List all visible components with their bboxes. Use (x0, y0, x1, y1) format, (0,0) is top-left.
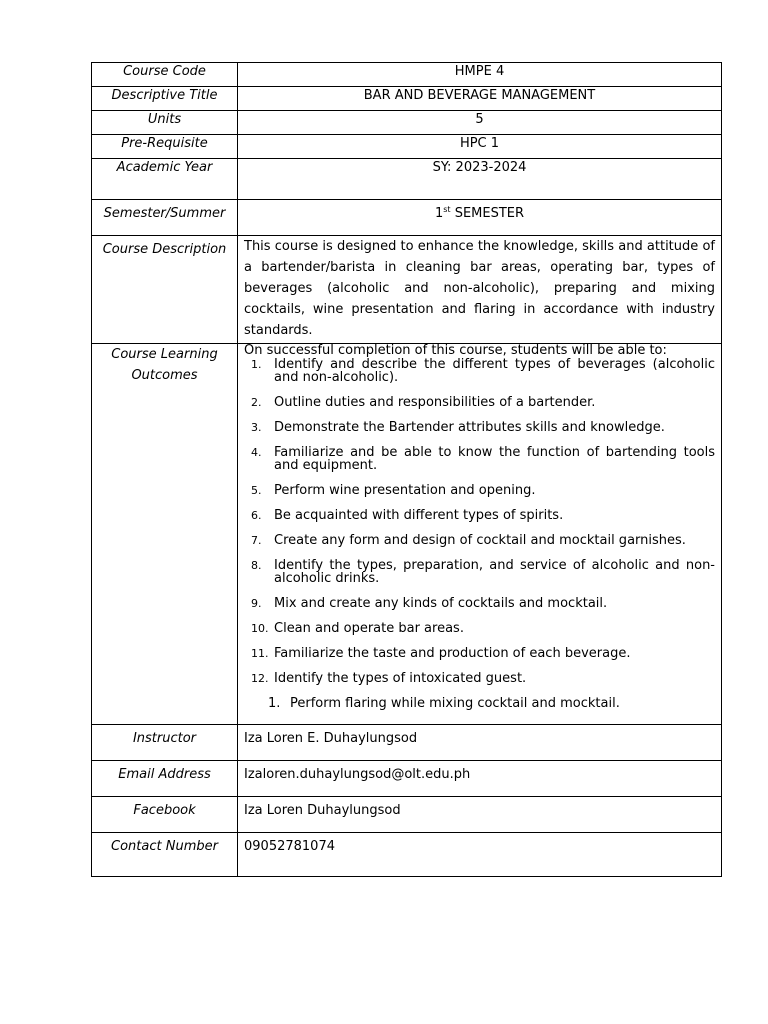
units-value: 5 (238, 111, 722, 135)
instructor-label: Instructor (92, 725, 238, 761)
semester-value (238, 200, 722, 236)
row-units (92, 111, 722, 135)
outcome-item (244, 509, 715, 522)
prerequisite-value: HPC 1 (238, 135, 722, 159)
outcome-text: Be acquainted with different types of spirits. (274, 508, 564, 523)
outcome-number: 2. (251, 396, 262, 409)
outcome-text: Demonstrate the Bartender attributes skills and knowledge. (274, 420, 665, 435)
contact-number-label: Contact Number (92, 833, 238, 877)
outcome-item (244, 446, 715, 472)
outcome-item (244, 358, 715, 384)
units-label: Units (92, 111, 238, 135)
outcome-number: 8. (251, 559, 262, 572)
outcome-number: 3. (251, 421, 262, 434)
academic-year-label: Academic Year (92, 159, 238, 200)
row-facebook (92, 797, 722, 833)
outcome-number: 10. (251, 622, 269, 635)
outcome-number: 6. (251, 509, 262, 522)
learning-outcomes-intro: On successful completion of this course, students will be able to: (244, 343, 667, 358)
outcome-text: Familiarize the taste and production of each beverage. (274, 646, 631, 661)
row-semester (92, 200, 722, 236)
course-description-value: This course is designed to enhance the knowledge, skills and attitude of a bartender/barista in cleaning bar areas, operating bar, types of beverages (alcoholic and non-alcoholic), preparing and mixing cocktails, wine presentation and flaring in accordance with industry standards. (238, 236, 722, 344)
row-email (92, 761, 722, 797)
outcome-number: 9. (251, 597, 262, 610)
semester-label: Semester/Summer (92, 200, 238, 236)
outcome-item (244, 672, 715, 685)
learning-outcomes-label: Course Learning Outcomes (92, 344, 238, 725)
descriptive-title-label: Descriptive Title (92, 87, 238, 111)
row-contact-number (92, 833, 722, 877)
row-course-description (92, 236, 722, 344)
row-prerequisite (92, 135, 722, 159)
learning-outcomes-list (244, 358, 715, 685)
row-academic-year (92, 159, 722, 200)
outcome-text: Create any form and design of cocktail and mocktail garnishes. (274, 533, 686, 548)
row-instructor (92, 725, 722, 761)
descriptive-title-value: BAR AND BEVERAGE MANAGEMENT (238, 87, 722, 111)
course-syllabus-table (91, 62, 722, 877)
outcome-text: Mix and create any kinds of cocktails and mocktail. (274, 596, 608, 611)
course-code-label: Course Code (92, 63, 238, 87)
row-descriptive-title (92, 87, 722, 111)
outcome-item (244, 534, 715, 547)
outcome-text: Perform flaring while mixing cocktail and mocktail. (290, 696, 620, 711)
outcome-number: 1. (268, 696, 281, 711)
outcome-item (244, 622, 715, 635)
outcome-text: Clean and operate bar areas. (274, 621, 464, 636)
outcome-item (244, 396, 715, 409)
learning-outcomes-cell (238, 344, 722, 725)
contact-number-value: 09052781074 (238, 833, 722, 877)
outcome-text: Identify the types of intoxicated guest. (274, 671, 527, 686)
outcome-item (244, 421, 715, 434)
email-value[interactable]: Izaloren.duhaylungsod@olt.edu.ph (238, 761, 722, 797)
facebook-label: Facebook (92, 797, 238, 833)
outcome-item (244, 597, 715, 610)
semester-number: 1 (434, 206, 444, 221)
course-description-label: Course Description (92, 236, 238, 344)
outcome-number: 11. (251, 647, 269, 660)
outcome-number: 5. (251, 484, 262, 497)
semester-ordinal-suffix: st (443, 205, 451, 214)
outcome-extra-item (244, 697, 715, 710)
outcome-item (244, 647, 715, 660)
outcome-text: Identify the types, preparation, and service of alcoholic and non-alcoholic drinks. (274, 558, 715, 586)
outcome-number: 4. (251, 446, 262, 459)
academic-year-value: SY: 2023-2024 (238, 159, 722, 200)
row-course-code (92, 63, 722, 87)
outcome-text: Familiarize and be able to know the function of bartending tools and equipment. (274, 445, 715, 473)
facebook-value: Iza Loren Duhaylungsod (238, 797, 722, 833)
outcome-text: Perform wine presentation and opening. (274, 483, 536, 498)
outcome-text: Outline duties and responsibilities of a bartender. (274, 395, 596, 410)
instructor-value: Iza Loren E. Duhaylungsod (238, 725, 722, 761)
semester-text: SEMESTER (450, 206, 525, 221)
prerequisite-label: Pre-Requisite (92, 135, 238, 159)
row-learning-outcomes (92, 344, 722, 725)
outcome-number: 7. (251, 534, 262, 547)
outcome-number: 12. (251, 672, 269, 685)
email-label: Email Address (92, 761, 238, 797)
outcome-item (244, 484, 715, 497)
outcome-item (244, 559, 715, 585)
outcome-number: 1. (251, 358, 262, 371)
outcome-text: Identify and describe the different types of beverages (alcoholic and non-alcoholic). (274, 357, 715, 385)
course-code-value: HMPE 4 (238, 63, 722, 87)
